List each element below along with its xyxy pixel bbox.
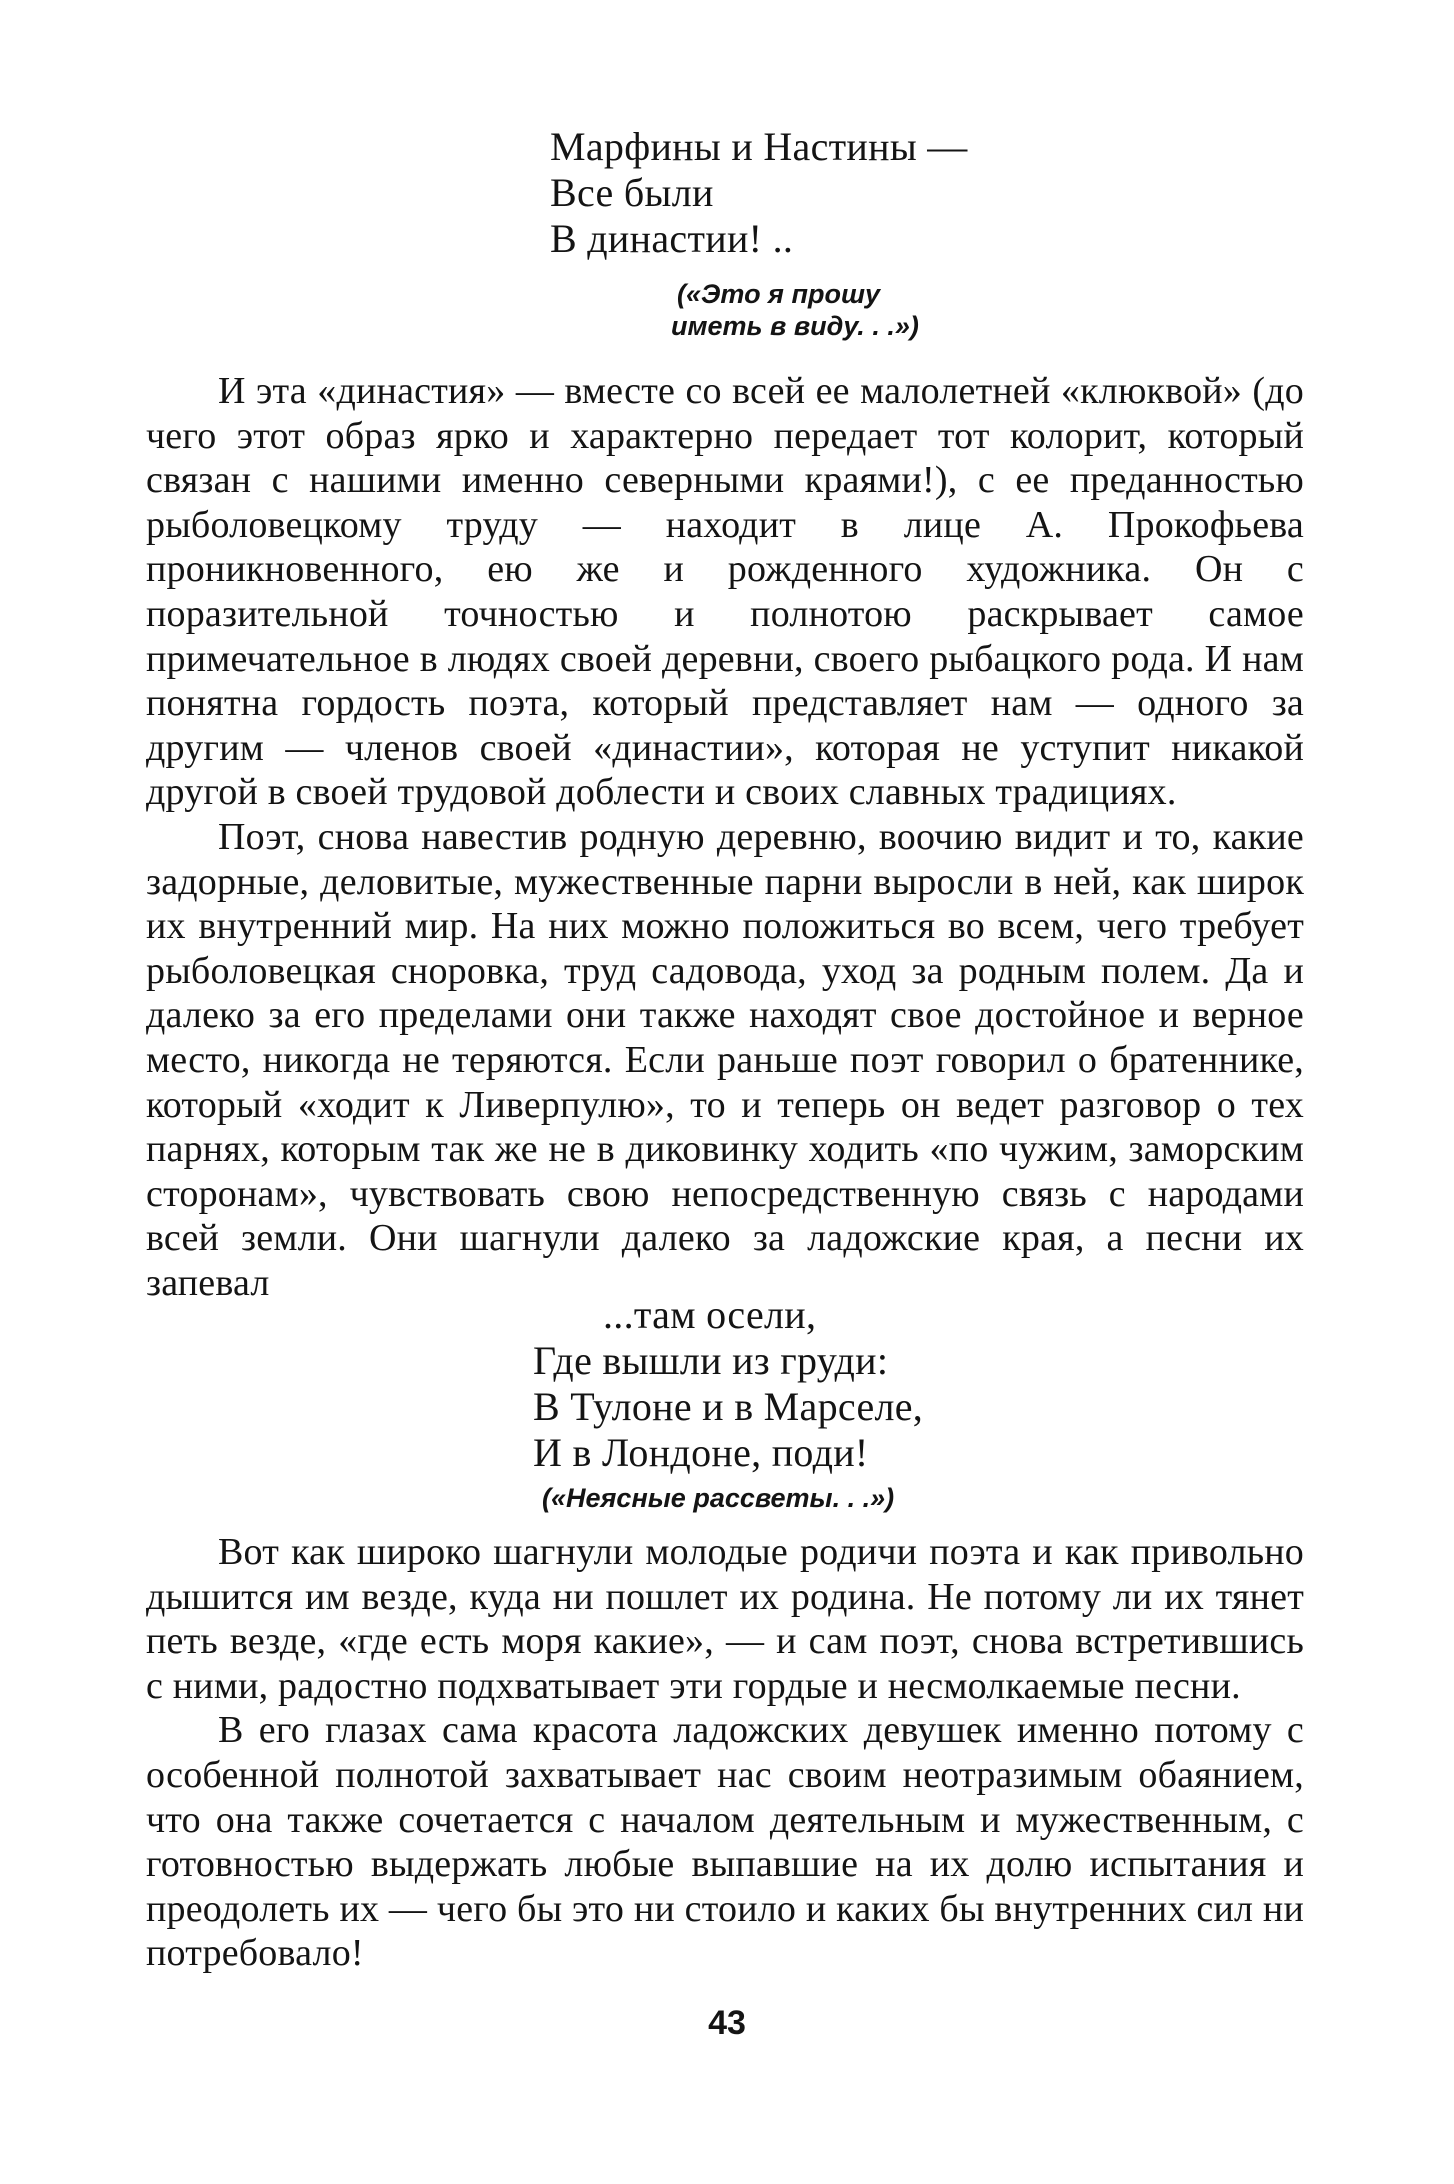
- paragraph: В его глазах сама красота ладожских девушек именно потому с особенной полнотой захватывает нас своим неотразимым обаянием, что она также сочетается с началом деятельным и мужественным, с готовностью выдержать любые выпавшие на их долю испытания и преодолеть их — чего бы это ни стоило и каких бы внутренних сил ни потребовало!: [146, 1709, 1304, 1975]
- paragraph: И эта «династия» — вместе со всей ее малолетней «клюквой» (до чего этот образ ярко и характерно передает тот колорит, который связан с нашими именно северными краями!), с ее преданностью рыболовецкому труду — находит в лице А. Прокофьева проникновенного, ею же и рожденного художника. Он с поразительной точностью и полнотою раскрывает самое примечательное в людях своей деревни, своего рыбацкого рода. И нам понятна гордость поэта, который представляет нам — одного за другим — членов своей «династии», которая не уступит никакой другой в своей трудовой доблести и своих славных традициях.: [146, 370, 1304, 814]
- paragraph: Поэт, снова навестив родную деревню, воочию видит и то, какие задорные, деловитые, мужественные парни выросли в ней, как широк их внутренний мир. На них можно положиться во всем, чего требует рыболовецкая сноровка, труд садовода, уход за родным полем. Да и далеко за его пределами они также находят свое достойное и верное место, никогда не теряются. Если раньше поэт говорил о братеннике, который «ходит к Ливерпулю», то и теперь он ведет разговор о тех парнях, которым так же не в диковинку ходить «по чужим, заморским сторонам», чувствовать свою непосредственную связь с народами всей земли. Они шагнули далеко за ладожские края, а песни их запевал: [146, 815, 1304, 1304]
- verse-excerpt-top: [550, 124, 968, 262]
- verse-line: Где вышли из груди:: [533, 1338, 889, 1383]
- page-number: 43: [708, 2004, 746, 2042]
- verse-source-top: [671, 278, 919, 342]
- verse-source-line: («Это я прошу: [677, 279, 880, 309]
- paragraph: Вот как широко шагнули молодые родичи поэта и как привольно дышится им везде, куда ни пошлет их родина. Не потому ли их тянет петь везде, «где есть моря какие», — и сам поэт, снова встретившись с ними, радостно подхватывает эти гордые и несмолкаемые песни.: [146, 1531, 1304, 1707]
- verse-excerpt-middle: [533, 1292, 923, 1476]
- verse-line: Все были: [550, 170, 714, 215]
- verse-line: В Тулоне и в Марселе,: [533, 1384, 924, 1429]
- verse-line: И в Лондоне, поди!: [533, 1430, 869, 1475]
- verse-line: В династии! ..: [550, 216, 794, 261]
- verse-source-line: иметь в виду. . .»): [671, 311, 919, 341]
- prose-block-a: [146, 369, 1304, 1305]
- verse-line: ...там осели,: [603, 1292, 817, 1337]
- prose-block-b: [146, 1530, 1304, 1976]
- verse-source-middle: («Неясные рассветы. . .»): [542, 1483, 895, 1513]
- verse-line: Марфины и Настины —: [550, 124, 968, 169]
